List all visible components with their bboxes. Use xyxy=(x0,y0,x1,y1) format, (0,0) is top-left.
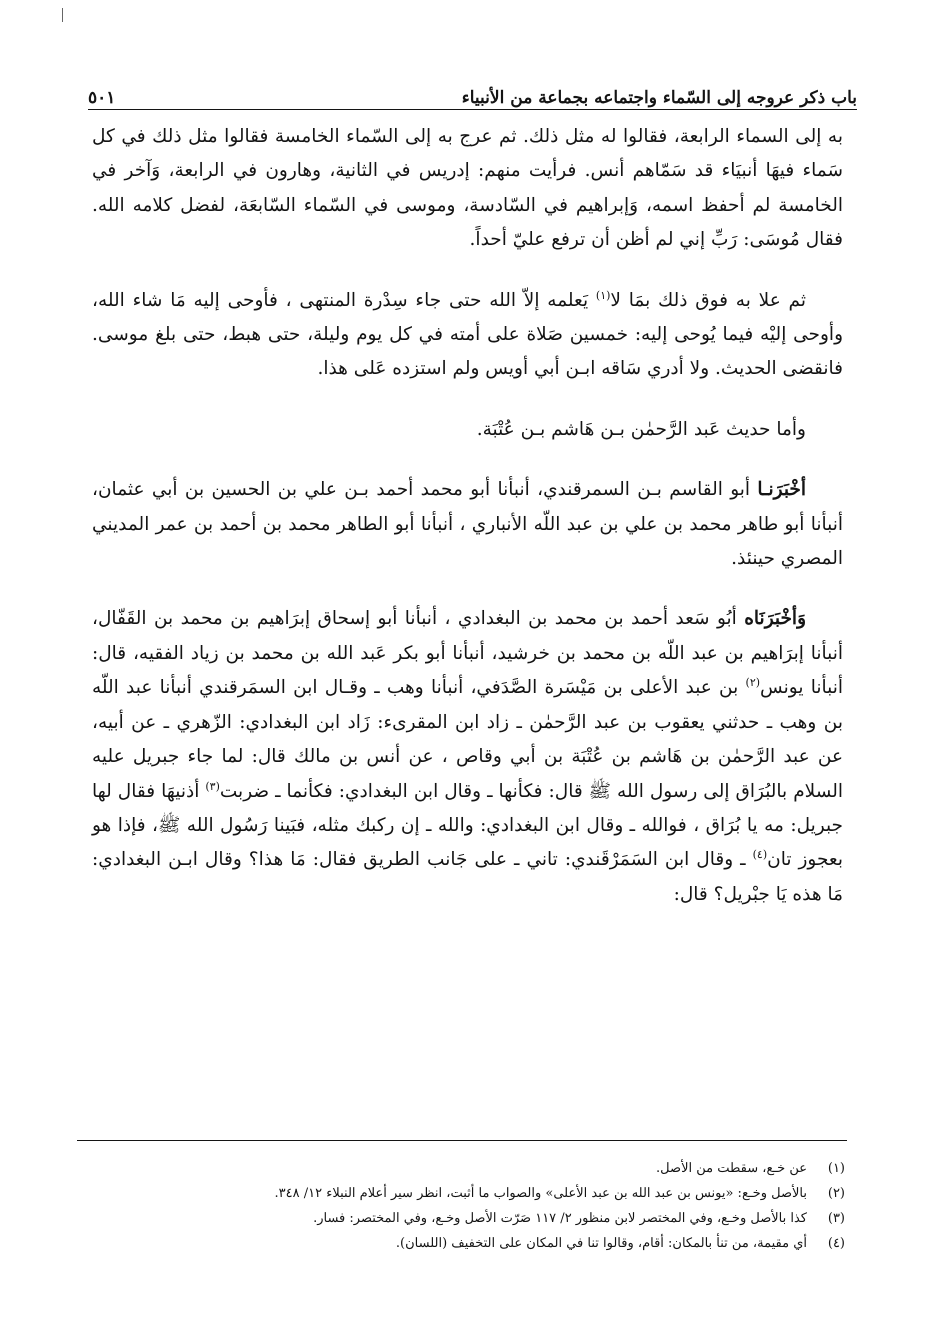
paragraph-2 xyxy=(92,284,843,387)
footnote-text: بالأصل وخـع: «يونس بن عبد الله بن عبد الأعلى» والصواب ما أثبت، انظر سير أعلام النبلاء ١٢/ ٣٤٨. xyxy=(274,1186,807,1201)
running-header xyxy=(88,58,857,108)
paragraph-5-text-d: ـ وقال ابن السَمَرْقَندي: تاني ـ على جَانب الطريق فقال: مَا هذا؟ وقال ابـن البغدادي: مَا هذه يَا جبْريل؟ قال: xyxy=(92,849,843,905)
paragraph-5 xyxy=(92,602,843,912)
footnotes xyxy=(92,1156,845,1256)
paragraph-3-text: وأما حديث عَبد الرَّحمٰن بـن هَاشم بـن عُتْبَة. xyxy=(476,418,806,440)
footnote-3 xyxy=(92,1206,845,1231)
footnote-4 xyxy=(92,1231,845,1256)
page-number: ٥٠١ xyxy=(88,88,116,108)
paragraph-1 xyxy=(92,120,843,258)
paragraph-5-text-a: أبُو سَعد أحمد بن محمد بن البغدادي ، أنبأنا أبو إسحاق إبرَاهيم بن محمد بن القَفّال، أنبأنا إبرَاهيم بن عبد اللّه بن محمد بن خرشيد، أنبأنا أبو بكر عَبد الله بن محمد بن زياد الفقيه، قال: أنبأنا يونس xyxy=(92,608,843,699)
isnad-lead-word: أخْبَرَنـا xyxy=(757,479,806,501)
footnote-ref-3: (٣) xyxy=(205,779,220,793)
footnote-text: عن خـع، سقطت من الأصل. xyxy=(656,1161,807,1176)
paragraph-3 xyxy=(92,413,843,447)
footnote-number: (١) xyxy=(827,1161,845,1176)
main-text xyxy=(92,120,843,938)
footnote-text: كذا بالأصل وخـع، وفي المختصر لابن منظور ٢/ ١١٧ صَرّت الأصل وخـع، وفي المختصر: فسار. xyxy=(313,1211,807,1226)
paragraph-5-text-b: بن عبد الأعلى بن مَيْسَرة الصَّدَفي، أنبأنا وهب ـ وقـال ابن السمَرقندي أنبأنا عبد اللّه بن وهب ـ حدثني يعقوب بن عبد الرَّحمٰن ـ زاد ابن المقرىء: زَاد ابن البغدادي: الزّهري ـ عن أبيه، عن عبد الرَّحمٰن بن هَاشم بن عُتْبَة بن أبي وقاص ، عن أنس بن مالك قال: لما جاء جبريل عليه السلام بالبُرَاق إلى رسول الله ﷺ قال: فكأنها ـ وقال ابن البغدادي: فكأنما ـ ضربت xyxy=(92,677,843,802)
footnote-text: أي مقيمة، من تنأ بالمكان: أقام، وقالوا تنا في المكان على التخفيف (اللسان). xyxy=(395,1236,807,1251)
paragraph-4-text: أبو القاسم بـن السمرقندي، أنبأنا أبو محمد أحمد بـن علي بن الحسين بن أبي عثمان، أنبأنا أبو طاهر محمد بن علي بن عبد اللّه الأنباري ، أنبأنا أبو الطاهر محمد بن أحمد بن عمر المديني المصري حينئذ. xyxy=(92,479,843,570)
footnote-number: (٢) xyxy=(827,1186,845,1201)
footnote-1 xyxy=(92,1156,845,1181)
footnote-rule xyxy=(77,1140,847,1141)
footnote-ref-4: (٤) xyxy=(752,848,768,862)
margin-mark xyxy=(62,8,63,22)
footnote-ref-2: (٢) xyxy=(745,676,761,690)
paragraph-5-text-c: أذنيهَا فقال لها جبريل: مه يا بُرَاق ، فوالله ـ وقال ابن البغدادي: والله ـ إن ركبك مثله، فبَينا رَسُول الله ﷺ، فإذا هو بعجوز تان xyxy=(92,780,844,871)
footnote-2 xyxy=(92,1181,845,1206)
chapter-title: باب ذكر عروجه إلى السّماء واجتماعه بجماعة من الأنبياء xyxy=(461,88,857,108)
isnad-lead-word-2: وَأخْبَرَنَاه xyxy=(744,608,806,630)
footnote-number: (٣) xyxy=(827,1211,845,1226)
paragraph-4 xyxy=(92,473,843,576)
footnote-ref-1: (١) xyxy=(595,288,611,302)
paragraph-2-text-b: يَعلمه إلاّ الله حتى جاء سِدْرة المنتهى ، فأوحى إليه مَا شاء الله، وأوحى إليْه فيما يُوحى إليه: خمسين صَلاة على أمته في كل يوم وليلة، حتى هبط، حتى بلغ موسى. فانقضى الحديث. ولا أدري سَاقه ابـن أبي أويس ولم استزده عَلى هذا. xyxy=(92,289,843,380)
footnote-number: (٤) xyxy=(827,1236,845,1251)
paragraph-2-text-a: ثم علا به فوق ذلك بمَا لا xyxy=(610,289,806,311)
header-rule xyxy=(88,109,857,110)
paragraph-1-text: به إلى السماء الرابعة، فقالوا له مثل ذلك. ثم عرج به إلى السّماء الخامسة فقالوا مثل ذلك في كل سَماء فيهَا أنبيَاء قد سَمّاهم أنس. فرأيت منهم: إدريس في الثانية، وهارون في الرابعة، وَآخر في الخامسة لم أحفظ اسمه، وَإبراهيم في السّادسة، وموسى في السّماء السّابعَة، لفضل كلامه الله. فقال مُوسَى: رَبِّ إني لم أظن أن ترفع عليّ أحداً. xyxy=(92,126,843,251)
